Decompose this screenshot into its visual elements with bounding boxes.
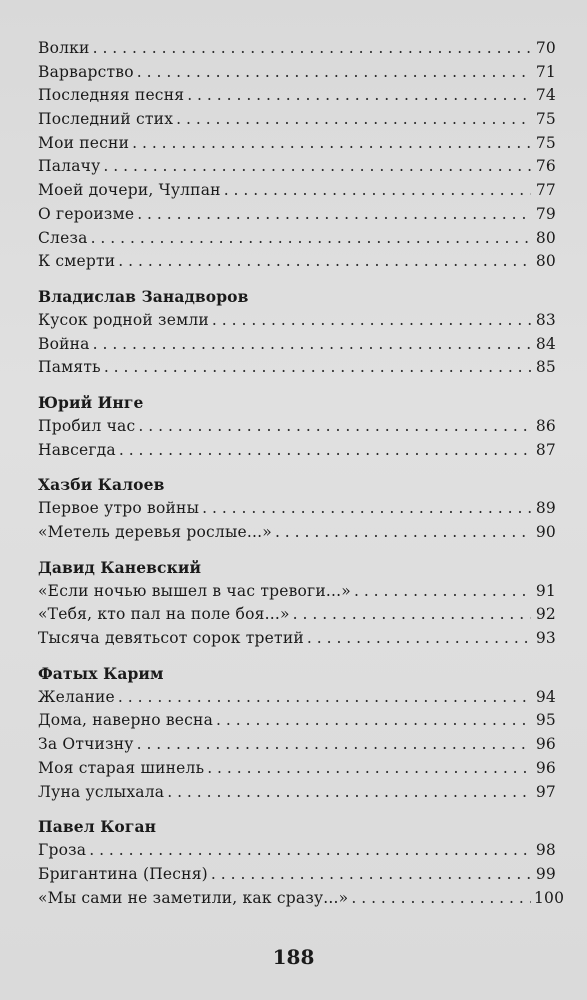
entry-page-number: 80 <box>535 228 556 247</box>
entry-page-number: 94 <box>535 687 556 706</box>
entry-page-number: 98 <box>535 841 556 860</box>
entry-page-number: 87 <box>535 440 556 459</box>
dot-leader <box>351 887 531 911</box>
dot-leader <box>118 250 531 274</box>
entry-page-number: 75 <box>535 133 556 152</box>
entry-page-number: 85 <box>535 358 556 377</box>
page-number: 188 <box>272 945 315 969</box>
dot-leader <box>211 863 531 887</box>
entry-title: Моей дочери, Чулпан <box>38 181 221 200</box>
dot-leader <box>118 686 531 710</box>
entry-page-number: 71 <box>535 62 556 81</box>
entry-page-number: 77 <box>535 181 556 200</box>
entry-page-number: 95 <box>535 711 556 730</box>
dot-leader <box>207 757 531 781</box>
table-of-contents <box>38 37 565 910</box>
toc-entry <box>38 356 556 380</box>
toc-entry <box>38 84 556 108</box>
toc-entry <box>38 37 556 61</box>
entry-title: Пробил час <box>38 416 136 435</box>
dot-leader <box>216 709 531 733</box>
dot-leader <box>293 603 531 627</box>
entry-page-number: 96 <box>535 735 556 754</box>
entry-title: Последняя песня <box>38 86 185 105</box>
toc-entry <box>38 203 556 227</box>
toc-entry <box>38 887 565 911</box>
entry-page-number: 93 <box>535 629 556 648</box>
entry-title: Луна услыхала <box>38 782 165 801</box>
dot-leader <box>187 84 531 108</box>
entry-title: «Метель деревья рослые...» <box>38 523 272 541</box>
entry-title: Варварство <box>38 62 134 81</box>
toc-entry <box>38 709 556 733</box>
toc-entry <box>38 250 556 274</box>
toc-entry <box>38 61 556 85</box>
dot-leader <box>89 839 531 863</box>
author-heading: Хазби Калоев <box>38 475 165 495</box>
entry-page-number: 76 <box>535 157 556 176</box>
dot-leader <box>132 132 531 156</box>
dot-leader <box>137 61 531 85</box>
entry-title: О героизме <box>38 204 135 223</box>
entry-page-number: 89 <box>535 499 556 518</box>
entry-page-number: 75 <box>535 110 556 129</box>
entry-title: Память <box>38 358 101 377</box>
toc-entry <box>38 497 556 521</box>
entry-page-number: 97 <box>535 782 556 801</box>
toc-entry <box>38 603 556 627</box>
entry-page-number: 91 <box>535 581 556 600</box>
entry-page-number: 100 <box>534 888 565 907</box>
entry-title: Желание <box>38 687 115 706</box>
toc-entry <box>38 155 556 179</box>
toc-entry <box>38 333 556 357</box>
dot-leader <box>307 627 531 651</box>
dot-leader <box>119 439 531 463</box>
toc-section <box>38 37 556 274</box>
entry-title: Первое утро войны <box>38 499 200 518</box>
entry-page-number: 70 <box>535 39 556 57</box>
toc-entry <box>38 686 556 710</box>
toc-section <box>38 391 556 462</box>
dot-leader <box>212 309 531 333</box>
toc-entry <box>38 132 556 156</box>
dot-leader <box>91 227 531 251</box>
entry-page-number: 74 <box>535 86 556 105</box>
toc-entry <box>38 179 556 203</box>
toc-entry <box>38 757 556 781</box>
toc-entry <box>38 227 556 251</box>
entry-title: «Если ночью вышел в час тревоги...» <box>38 581 351 600</box>
dot-leader <box>176 108 531 132</box>
entry-page-number: 92 <box>535 605 556 624</box>
entry-title: Кусок родной земли <box>38 310 209 329</box>
entry-title: Тысяча девятьсот сорок третий <box>38 629 304 648</box>
toc-entry <box>38 733 556 757</box>
entry-title: Дома, наверно весна <box>38 711 214 730</box>
entry-title: Бригантина (Песня) <box>38 864 208 883</box>
entry-page-number: 79 <box>535 204 556 223</box>
author-heading: Юрий Инге <box>38 392 144 412</box>
entry-title: Палачу <box>38 157 101 176</box>
dot-leader <box>137 733 531 757</box>
author-heading: Павел Коган <box>38 817 157 837</box>
dot-leader <box>202 497 531 521</box>
entry-title: «Мы сами не заметили, как сразу...» <box>38 888 349 907</box>
entry-title: Моя старая шинель <box>38 758 205 777</box>
entry-title: Последний стих <box>38 110 174 129</box>
toc-entry <box>38 839 556 863</box>
entry-page-number: 84 <box>535 334 556 353</box>
entry-page-number: 96 <box>535 758 556 777</box>
toc-section <box>38 662 556 804</box>
entry-page-number: 90 <box>535 523 556 541</box>
entry-page-number: 86 <box>535 416 556 435</box>
dot-leader <box>104 356 531 380</box>
dot-leader <box>224 179 531 203</box>
entry-title: К смерти <box>38 252 116 271</box>
toc-entry <box>38 781 556 805</box>
toc-entry <box>38 863 556 887</box>
author-heading: Фатых Карим <box>38 663 164 683</box>
entry-title: «Тебя, кто пал на поле боя...» <box>38 605 290 624</box>
author-heading: Владислав Занадворов <box>38 286 249 306</box>
dot-leader <box>93 37 531 61</box>
dot-leader <box>103 155 531 179</box>
entry-page-number: 99 <box>535 864 556 883</box>
dot-leader <box>275 521 531 545</box>
toc-entry <box>38 309 556 333</box>
author-heading: Давид Каневский <box>38 557 202 577</box>
entry-title: Мои песни <box>38 133 130 152</box>
dot-leader <box>93 333 531 357</box>
dot-leader <box>137 203 531 227</box>
entry-title: Война <box>38 334 90 353</box>
dot-leader <box>167 781 531 805</box>
dot-leader <box>354 580 531 604</box>
toc-entry <box>38 521 556 545</box>
toc-entry <box>38 108 556 132</box>
toc-section <box>38 473 556 544</box>
entry-page-number: 80 <box>535 252 556 271</box>
entry-title: Навсегда <box>38 440 116 459</box>
entry-title: Слеза <box>38 228 88 247</box>
entry-title: За Отчизну <box>38 735 134 754</box>
entry-page-number: 83 <box>535 310 556 329</box>
toc-section <box>38 556 556 651</box>
toc-entry <box>38 580 556 604</box>
toc-section <box>38 815 565 910</box>
toc-entry <box>38 415 556 439</box>
entry-title: Гроза <box>38 841 87 860</box>
dot-leader <box>138 415 531 439</box>
toc-section <box>38 285 556 380</box>
entry-title: Волки <box>38 39 90 57</box>
toc-entry <box>38 627 556 651</box>
toc-entry <box>38 439 556 463</box>
